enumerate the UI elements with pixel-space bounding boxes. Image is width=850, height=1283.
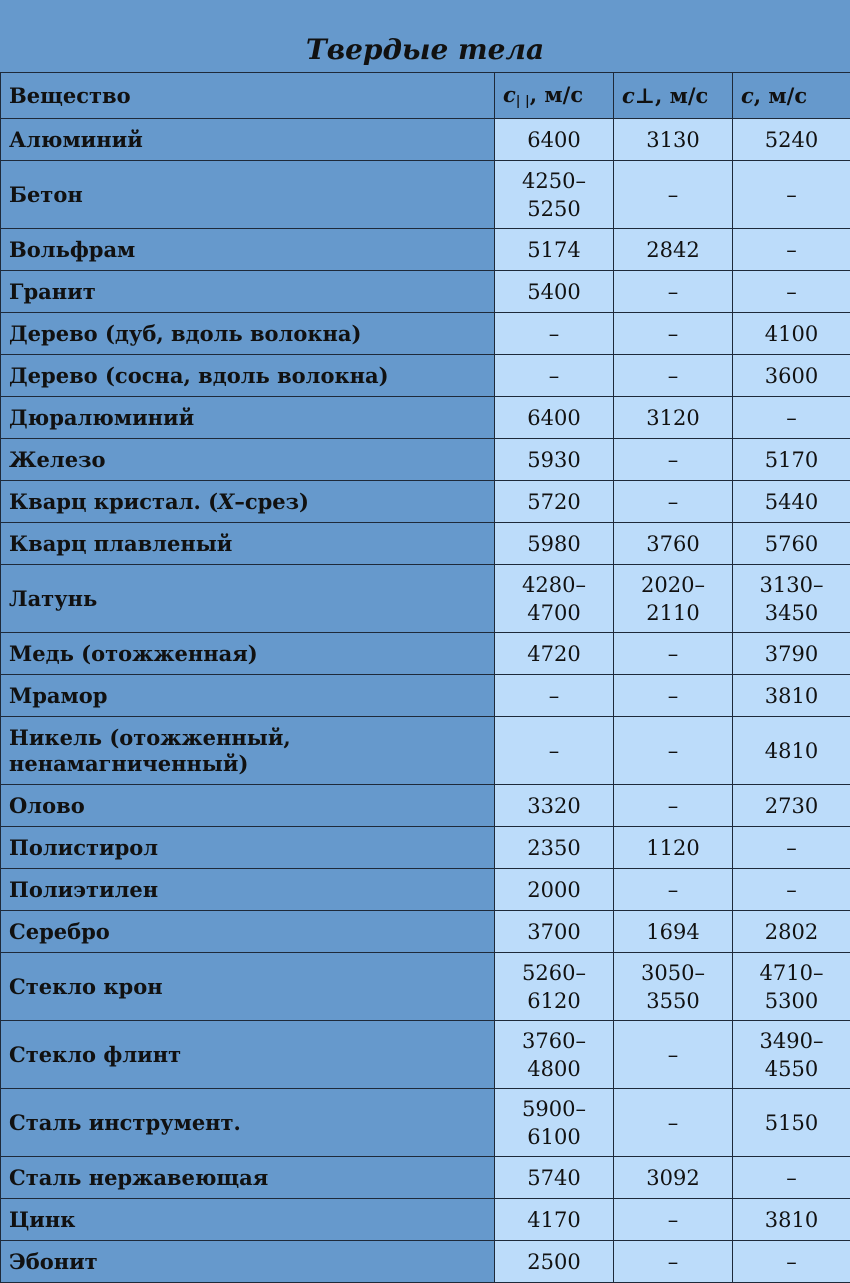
c-parallel-cell-text: 5260– 6120 <box>522 961 586 1013</box>
c-parallel-cell <box>495 523 614 565</box>
c-symbol: c <box>741 83 754 108</box>
c-perpendicular-cell-text: – <box>668 322 679 346</box>
substance-cell <box>1 717 495 785</box>
header-c <box>733 73 850 119</box>
header-substance: Вещество <box>1 73 495 119</box>
table-row <box>1 675 850 717</box>
c-perpendicular-cell-text: 3120 <box>646 406 699 430</box>
c-parallel-cell <box>495 355 614 397</box>
c-cell <box>733 911 850 953</box>
c-cell <box>733 633 850 675</box>
c-cell-text: 5150 <box>765 1111 818 1135</box>
substance-cell <box>1 481 495 523</box>
c-cell-text: 3600 <box>765 364 818 388</box>
c-cell-text: – <box>786 406 797 430</box>
substance-cell <box>1 827 495 869</box>
substance-cell <box>1 1199 495 1241</box>
c-parallel-cell <box>495 1089 614 1157</box>
substance-cell <box>1 1021 495 1089</box>
table-row <box>1 313 850 355</box>
substance-cell-text: Сталь нержавеющая <box>9 1165 268 1190</box>
c-perpendicular-cell <box>614 229 733 271</box>
c-perpendicular-cell <box>614 1241 733 1283</box>
substance-cell <box>1 397 495 439</box>
substance-cell <box>1 869 495 911</box>
c-cell-text: – <box>786 878 797 902</box>
substance-cell-text: Гранит <box>9 279 96 304</box>
c-parallel-cell-text: 5720 <box>527 490 580 514</box>
c-cell-text: 3790 <box>765 642 818 666</box>
c-perpendicular-cell <box>614 717 733 785</box>
header-c-perpendicular <box>614 73 733 119</box>
c-perpendicular-cell <box>614 1157 733 1199</box>
c-perpendicular-cell-text: – <box>668 878 679 902</box>
c-cell-text: 5760 <box>765 532 818 556</box>
c-cell-text: 3810 <box>765 1208 818 1232</box>
c-parallel-cell <box>495 785 614 827</box>
c-parallel-cell-text: 2000 <box>527 878 580 902</box>
table-row <box>1 633 850 675</box>
c-parallel-cell <box>495 313 614 355</box>
c-cell-text: 4710– 5300 <box>760 961 824 1013</box>
substance-cell <box>1 523 495 565</box>
c-parallel-cell <box>495 119 614 161</box>
c-parallel-cell <box>495 1199 614 1241</box>
speed-of-sound-table <box>0 72 850 1283</box>
c-cell-text: 5170 <box>765 448 818 472</box>
c-parallel-cell-text: 2500 <box>527 1250 580 1274</box>
c-perpendicular-cell-text: 1694 <box>646 920 699 944</box>
table-row <box>1 717 850 785</box>
table-row <box>1 1021 850 1089</box>
c-perpendicular-cell-text: – <box>668 183 679 207</box>
c-perpendicular-cell-text: – <box>668 739 679 763</box>
c-parallel-cell <box>495 229 614 271</box>
substance-cell-text: Латунь <box>9 586 97 611</box>
table-row <box>1 1157 850 1199</box>
substance-cell-text: Кварц кристал. (X–срез) <box>9 489 309 514</box>
c-cell <box>733 229 850 271</box>
c-perpendicular-cell <box>614 523 733 565</box>
c-cell <box>733 1199 850 1241</box>
c-cell-text: 5440 <box>765 490 818 514</box>
substance-cell-text: Эбонит <box>9 1249 98 1274</box>
substance-cell <box>1 911 495 953</box>
c-parallel-cell-text: 3700 <box>527 920 580 944</box>
c-par-symbol: c <box>503 82 516 107</box>
c-parallel-cell-text: 5900– 6100 <box>522 1097 586 1149</box>
c-cell-text: 2730 <box>765 794 818 818</box>
table-row <box>1 869 850 911</box>
substance-cell-text: Медь (отожженная) <box>9 641 258 666</box>
substance-cell-text: Мрамор <box>9 683 107 708</box>
c-parallel-cell <box>495 1241 614 1283</box>
c-perpendicular-cell-text: – <box>668 1250 679 1274</box>
c-perpendicular-cell-text: 3092 <box>646 1166 699 1190</box>
c-cell-text: 2802 <box>765 920 818 944</box>
c-cell <box>733 481 850 523</box>
c-perpendicular-cell <box>614 911 733 953</box>
c-cell <box>733 1241 850 1283</box>
c-parallel-cell <box>495 827 614 869</box>
substance-cell-text: Кварц плавленый <box>9 531 232 556</box>
substance-cell <box>1 953 495 1021</box>
header-row <box>1 73 850 119</box>
c-perpendicular-cell <box>614 565 733 633</box>
c-cell <box>733 869 850 911</box>
c-perpendicular-cell <box>614 827 733 869</box>
c-parallel-cell-text: 5400 <box>527 280 580 304</box>
c-parallel-cell <box>495 271 614 313</box>
c-cell <box>733 827 850 869</box>
c-cell-text: – <box>786 183 797 207</box>
c-par-unit: , м/с <box>530 82 583 107</box>
c-perpendicular-cell <box>614 869 733 911</box>
c-perpendicular-cell <box>614 313 733 355</box>
c-parallel-cell <box>495 565 614 633</box>
c-parallel-cell <box>495 633 614 675</box>
table-row <box>1 911 850 953</box>
substance-cell-text: Олово <box>9 793 85 818</box>
c-perpendicular-cell <box>614 397 733 439</box>
substance-cell <box>1 271 495 313</box>
header-c-parallel <box>495 73 614 119</box>
c-cell-text: 5240 <box>765 128 818 152</box>
c-cell <box>733 397 850 439</box>
c-perpendicular-cell <box>614 633 733 675</box>
substance-cell-text: Вольфрам <box>9 237 135 262</box>
c-parallel-cell <box>495 911 614 953</box>
substance-cell <box>1 1157 495 1199</box>
c-perpendicular-cell-text: 3050– 3550 <box>641 961 705 1013</box>
table-row <box>1 1199 850 1241</box>
c-cell <box>733 675 850 717</box>
substance-cell <box>1 633 495 675</box>
c-perpendicular-cell <box>614 355 733 397</box>
substance-cell-text: Никель (отожженный, ненамагниченный) <box>9 725 291 776</box>
c-perpendicular-cell <box>614 785 733 827</box>
table-row <box>1 1089 850 1157</box>
table-row <box>1 161 850 229</box>
c-perpendicular-cell <box>614 1089 733 1157</box>
c-parallel-cell <box>495 481 614 523</box>
c-parallel-cell-text: – <box>549 322 560 346</box>
c-perpendicular-cell-text: – <box>668 1043 679 1067</box>
c-perpendicular-cell <box>614 119 733 161</box>
c-parallel-cell <box>495 717 614 785</box>
c-parallel-cell-text: – <box>549 739 560 763</box>
c-cell-text: – <box>786 1250 797 1274</box>
substance-cell-text: Дерево (сосна, вдоль волокна) <box>9 363 389 388</box>
c-cell-text: 4100 <box>765 322 818 346</box>
table-title: Твердые тела <box>0 0 850 72</box>
substance-cell-text: Стекло крон <box>9 974 163 999</box>
c-cell <box>733 119 850 161</box>
substance-cell <box>1 229 495 271</box>
c-cell <box>733 1157 850 1199</box>
substance-cell <box>1 1241 495 1283</box>
substance-cell <box>1 785 495 827</box>
c-cell <box>733 439 850 481</box>
c-parallel-cell <box>495 869 614 911</box>
c-parallel-cell-text: 6400 <box>527 128 580 152</box>
table-row <box>1 397 850 439</box>
c-cell <box>733 523 850 565</box>
substance-cell <box>1 565 495 633</box>
substance-cell-text: Дерево (дуб, вдоль волокна) <box>9 321 361 346</box>
substance-cell-text: Сталь инструмент. <box>9 1110 241 1135</box>
c-cell <box>733 785 850 827</box>
c-perpendicular-cell-text: – <box>668 490 679 514</box>
c-parallel-cell-text: 5980 <box>527 532 580 556</box>
c-cell-text: 4810 <box>765 739 818 763</box>
table-row <box>1 1241 850 1283</box>
table-row <box>1 271 850 313</box>
table-row <box>1 523 850 565</box>
substance-cell-text: Полистирол <box>9 835 158 860</box>
c-parallel-cell-text: 5174 <box>527 238 580 262</box>
substance-cell-text: Серебро <box>9 919 110 944</box>
substance-cell-text: Железо <box>9 447 106 472</box>
c-cell-text: – <box>786 836 797 860</box>
table-row <box>1 119 850 161</box>
substance-cell-text: Полиэтилен <box>9 877 158 902</box>
c-cell <box>733 1021 850 1089</box>
substance-cell-text: Стекло флинт <box>9 1042 181 1067</box>
substance-cell-text: Дюралюминий <box>9 405 194 430</box>
c-parallel-cell-text: – <box>549 364 560 388</box>
table-row <box>1 953 850 1021</box>
c-parallel-cell-text: 3760– 4800 <box>522 1029 586 1081</box>
c-perpendicular-cell-text: – <box>668 684 679 708</box>
substance-cell <box>1 355 495 397</box>
c-cell <box>733 1089 850 1157</box>
c-cell <box>733 161 850 229</box>
c-par-subscript: | | <box>516 94 530 109</box>
c-cell <box>733 717 850 785</box>
c-parallel-cell <box>495 953 614 1021</box>
c-cell <box>733 271 850 313</box>
substance-cell <box>1 439 495 481</box>
substance-cell <box>1 1089 495 1157</box>
c-perpendicular-cell-text: – <box>668 448 679 472</box>
c-cell-text: – <box>786 1166 797 1190</box>
c-parallel-cell <box>495 439 614 481</box>
c-cell-text: 3130– 3450 <box>760 573 824 625</box>
c-unit: , м/с <box>754 83 807 108</box>
substance-cell-text: Цинк <box>9 1207 75 1232</box>
c-parallel-cell <box>495 1021 614 1089</box>
table-row <box>1 229 850 271</box>
c-cell <box>733 313 850 355</box>
c-parallel-cell-text: 4170 <box>527 1208 580 1232</box>
c-perpendicular-cell <box>614 439 733 481</box>
table-row <box>1 439 850 481</box>
c-cell <box>733 565 850 633</box>
c-parallel-cell-text: 4720 <box>527 642 580 666</box>
c-perpendicular-cell-text: – <box>668 364 679 388</box>
c-parallel-cell-text: 3320 <box>527 794 580 818</box>
c-parallel-cell <box>495 161 614 229</box>
c-perp-unit: , м/с <box>655 83 708 108</box>
c-perpendicular-cell <box>614 1021 733 1089</box>
c-perpendicular-cell-text: 3760 <box>646 532 699 556</box>
c-perpendicular-cell <box>614 271 733 313</box>
substance-cell <box>1 161 495 229</box>
c-perpendicular-cell-text: 1120 <box>646 836 699 860</box>
c-parallel-cell-text: 6400 <box>527 406 580 430</box>
substance-cell <box>1 675 495 717</box>
substance-cell <box>1 119 495 161</box>
c-parallel-cell-text: 5740 <box>527 1166 580 1190</box>
c-perpendicular-cell-text: 3130 <box>646 128 699 152</box>
table-row <box>1 355 850 397</box>
c-parallel-cell-text: 4250– 5250 <box>522 169 586 221</box>
substance-cell-text: Бетон <box>9 182 83 207</box>
c-cell-text: 3490– 4550 <box>760 1029 824 1081</box>
c-perpendicular-cell <box>614 161 733 229</box>
c-perpendicular-cell-text: – <box>668 1111 679 1135</box>
c-parallel-cell-text: 5930 <box>527 448 580 472</box>
c-perpendicular-cell-text: 2842 <box>646 238 699 262</box>
c-cell-text: 3810 <box>765 684 818 708</box>
c-cell <box>733 953 850 1021</box>
c-parallel-cell-text: 4280– 4700 <box>522 573 586 625</box>
c-perpendicular-cell-text: – <box>668 642 679 666</box>
c-perpendicular-cell <box>614 481 733 523</box>
c-cell <box>733 355 850 397</box>
c-perpendicular-cell-text: – <box>668 280 679 304</box>
table-row <box>1 565 850 633</box>
c-perpendicular-cell <box>614 953 733 1021</box>
substance-cell <box>1 313 495 355</box>
table-row <box>1 481 850 523</box>
c-perpendicular-cell <box>614 1199 733 1241</box>
c-perpendicular-cell-text: – <box>668 1208 679 1232</box>
c-perpendicular-cell <box>614 675 733 717</box>
c-parallel-cell-text: 2350 <box>527 836 580 860</box>
table-row <box>1 827 850 869</box>
c-parallel-cell <box>495 675 614 717</box>
c-perpendicular-cell-text: – <box>668 794 679 818</box>
c-perp-symbol: c⊥ <box>622 83 655 108</box>
c-parallel-cell <box>495 1157 614 1199</box>
c-cell-text: – <box>786 238 797 262</box>
substance-cell-text: Алюминий <box>9 127 143 152</box>
c-parallel-cell-text: – <box>549 684 560 708</box>
c-parallel-cell <box>495 397 614 439</box>
c-cell-text: – <box>786 280 797 304</box>
c-perpendicular-cell-text: 2020– 2110 <box>641 573 705 625</box>
table-row <box>1 785 850 827</box>
